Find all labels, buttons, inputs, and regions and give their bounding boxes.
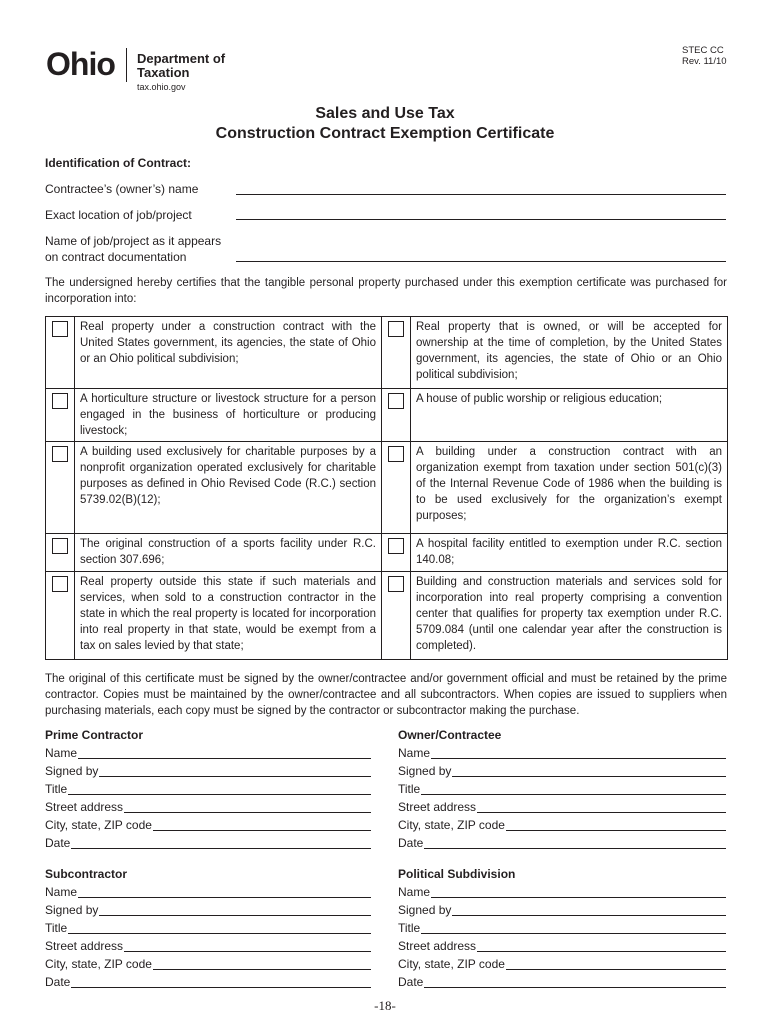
checkbox-convention-center[interactable]: [388, 576, 404, 592]
option-text: A house of public worship or religious education;: [411, 389, 728, 442]
checkbox-501c3[interactable]: [388, 446, 404, 462]
option-text: Real property outside this state if such materials and services, when sold to a construction contractor in the state in which the real property is located for incorporation into real property in that state, would be exempt from a tax on sales levied by that state;: [75, 572, 382, 660]
city-label: City, state, ZIP code: [398, 957, 505, 971]
city-label: City, state, ZIP code: [45, 957, 152, 971]
pol-street-field[interactable]: [477, 951, 726, 952]
pol-title-field[interactable]: [421, 933, 726, 934]
exemption-options-table: [45, 316, 728, 660]
date-label: Date: [398, 975, 424, 989]
political-subdivision-block: [398, 866, 726, 991]
pol-date-field[interactable]: [424, 987, 726, 988]
option-row: [46, 572, 728, 660]
checkbox-cell: [46, 317, 75, 389]
pol-city-row: [398, 955, 726, 973]
jobname-label-line2: on contract documentation: [45, 250, 187, 264]
prime-contractor-heading: Prime Contractor: [45, 728, 144, 742]
owner-title-field[interactable]: [421, 794, 726, 795]
street-label: Street address: [398, 800, 477, 814]
checkbox-sports-facility[interactable]: [52, 538, 68, 554]
checkbox-gov-owned-property[interactable]: [388, 321, 404, 337]
owner-street-row: [398, 798, 726, 816]
checkbox-us-gov-contract[interactable]: [52, 321, 68, 337]
checkbox-cell: [46, 389, 75, 442]
prime-date-row: [45, 834, 371, 852]
pol-name-field[interactable]: [431, 897, 726, 898]
sub-name-row: [45, 883, 371, 901]
checkbox-cell: [46, 572, 75, 660]
prime-city-field[interactable]: [153, 830, 371, 831]
contractee-label: Contractee’s (owner’s) name: [45, 182, 199, 196]
name-label: Name: [45, 885, 78, 899]
location-field[interactable]: [236, 219, 726, 220]
checkbox-cell: [46, 442, 75, 534]
option-row: [46, 317, 728, 389]
option-text: Building and construction materials and services sold for incorporation into real property comprising a convention center that qualifies for property tax exemption under R.C. 5709.084 (until one calendar year after the construction is completed).: [411, 572, 728, 660]
prime-street-row: [45, 798, 371, 816]
option-text: A building under a construction contract with an organization exempt from taxation under section 501(c)(3) of the Internal Revenue Code of 1986 when the building is to be used exclusively for the organization’s exempt purposes;: [411, 442, 728, 534]
prime-name-field[interactable]: [78, 758, 371, 759]
signed-label: Signed by: [45, 903, 99, 917]
city-label: City, state, ZIP code: [398, 818, 505, 832]
certify-text: The undersigned hereby certifies that the tangible personal property purchased under this exemption certificate was purchased for incorporation into:: [45, 277, 727, 305]
page-number: -18-: [374, 998, 396, 1013]
checkbox-cell: [382, 389, 411, 442]
street-label: Street address: [45, 939, 124, 953]
sub-date-field[interactable]: [71, 987, 371, 988]
jobname-field[interactable]: [236, 261, 726, 262]
title-label: Title: [398, 782, 421, 796]
sub-signed-row: [45, 901, 371, 919]
name-label: Name: [45, 746, 78, 760]
sub-city-row: [45, 955, 371, 973]
sub-signed-field[interactable]: [99, 915, 371, 916]
option-text: A horticulture structure or livestock structure for a person engaged in the business of horticulture or producing livestock;: [75, 389, 382, 442]
logo-divider: [126, 48, 127, 82]
name-label: Name: [398, 746, 431, 760]
option-text: The original construction of a sports facility under R.C. section 307.696;: [75, 534, 382, 572]
owner-contractee-heading: Owner/Contractee: [398, 728, 502, 742]
checkbox-cell: [382, 572, 411, 660]
pol-street-row: [398, 937, 726, 955]
pol-name-row: [398, 883, 726, 901]
owner-name-row: [398, 744, 726, 762]
political-subdivision-heading: Political Subdivision: [398, 867, 516, 881]
subcontractor-block: [45, 866, 371, 991]
owner-date-row: [398, 834, 726, 852]
prime-date-field[interactable]: [71, 848, 371, 849]
dept-line1: Department of: [137, 51, 226, 66]
prime-contractor-block: [45, 727, 371, 852]
street-label: Street address: [398, 939, 477, 953]
owner-city-field[interactable]: [506, 830, 726, 831]
checkbox-charitable[interactable]: [52, 446, 68, 462]
prime-street-field[interactable]: [124, 812, 371, 813]
pol-signed-field[interactable]: [452, 915, 726, 916]
option-row: [46, 389, 728, 442]
prime-title-row: [45, 780, 371, 798]
title-label: Title: [398, 921, 421, 935]
page-title-line2: Construction Contract Exemption Certificate: [215, 125, 555, 142]
owner-signed-row: [398, 762, 726, 780]
checkbox-cell: [382, 317, 411, 389]
location-label: Exact location of job/project: [45, 208, 192, 222]
dept-line2: Taxation: [137, 65, 190, 80]
name-label: Name: [398, 885, 431, 899]
pol-title-row: [398, 919, 726, 937]
signed-label: Signed by: [398, 903, 452, 917]
owner-name-field[interactable]: [431, 758, 726, 759]
sub-city-field[interactable]: [153, 969, 371, 970]
checkbox-horticulture[interactable]: [52, 393, 68, 409]
owner-signed-field[interactable]: [452, 776, 726, 777]
sub-title-field[interactable]: [68, 933, 371, 934]
ohio-logo: Ohio: [46, 46, 115, 82]
date-label: Date: [45, 836, 71, 850]
option-text: Real property that is owned, or will be accepted for ownership at the time of completion, by the United States government, its agencies, the state of Ohio or an Ohio political subdivision;: [411, 317, 728, 389]
checkbox-public-worship[interactable]: [388, 393, 404, 409]
sub-street-field[interactable]: [124, 951, 371, 952]
prime-title-field[interactable]: [68, 794, 371, 795]
pol-signed-row: [398, 901, 726, 919]
checkbox-cell: [382, 442, 411, 534]
owner-street-field[interactable]: [477, 812, 726, 813]
option-text: A hospital facility entitled to exemption under R.C. section 140.08;: [411, 534, 728, 572]
signed-label: Signed by: [398, 764, 452, 778]
option-row: [46, 534, 728, 572]
owner-title-row: [398, 780, 726, 798]
prime-signed-field[interactable]: [99, 776, 371, 777]
sub-title-row: [45, 919, 371, 937]
form-id: [682, 45, 727, 67]
option-text: A building used exclusively for charitable purposes by a nonprofit organization operated exclusively for charitable purposes as defined in Ohio Revised Code (R.C.) section 5739.02(B)(12);: [75, 442, 382, 534]
sub-date-row: [45, 973, 371, 991]
date-label: Date: [398, 836, 424, 850]
owner-contractee-block: [398, 727, 726, 852]
title-label: Title: [45, 921, 68, 935]
city-label: City, state, ZIP code: [45, 818, 152, 832]
subcontractor-heading: Subcontractor: [45, 867, 128, 881]
option-text: Real property under a construction contract with the United States government, its agencies, the state of Ohio or an Ohio political subdivision;: [75, 317, 382, 389]
pol-city-field[interactable]: [506, 969, 726, 970]
prime-name-row: [45, 744, 371, 762]
sub-street-row: [45, 937, 371, 955]
date-label: Date: [45, 975, 71, 989]
department-name: [137, 52, 225, 80]
owner-city-row: [398, 816, 726, 834]
page-title-line1: Sales and Use Tax: [315, 105, 455, 122]
contractee-field[interactable]: [236, 194, 726, 195]
checkbox-cell: [46, 534, 75, 572]
pol-date-row: [398, 973, 726, 991]
form-code: STEC CC: [682, 45, 724, 56]
checkbox-hospital[interactable]: [388, 538, 404, 554]
option-row: [46, 442, 728, 534]
sub-name-field[interactable]: [78, 897, 371, 898]
owner-date-field[interactable]: [424, 848, 726, 849]
prime-signed-row: [45, 762, 371, 780]
retention-text: The original of this certificate must be signed by the owner/contractee and/or government official and must be retained by the prime contractor. Copies must be maintained by the owner/contractee and all subcontractors. When copies are issued to suppliers when purchasing materials, each copy must be signed by the contractor or subcontractor making the purchase.: [45, 673, 727, 717]
checkbox-out-of-state[interactable]: [52, 576, 68, 592]
form-revision: Rev. 11/10: [682, 56, 727, 67]
jobname-label-line1: Name of job/project as it appears: [45, 234, 222, 248]
street-label: Street address: [45, 800, 124, 814]
website-link[interactable]: tax.ohio.gov: [137, 82, 186, 92]
prime-city-row: [45, 816, 371, 834]
identification-heading: Identification of Contract:: [45, 156, 191, 170]
signed-label: Signed by: [45, 764, 99, 778]
title-label: Title: [45, 782, 68, 796]
checkbox-cell: [382, 534, 411, 572]
